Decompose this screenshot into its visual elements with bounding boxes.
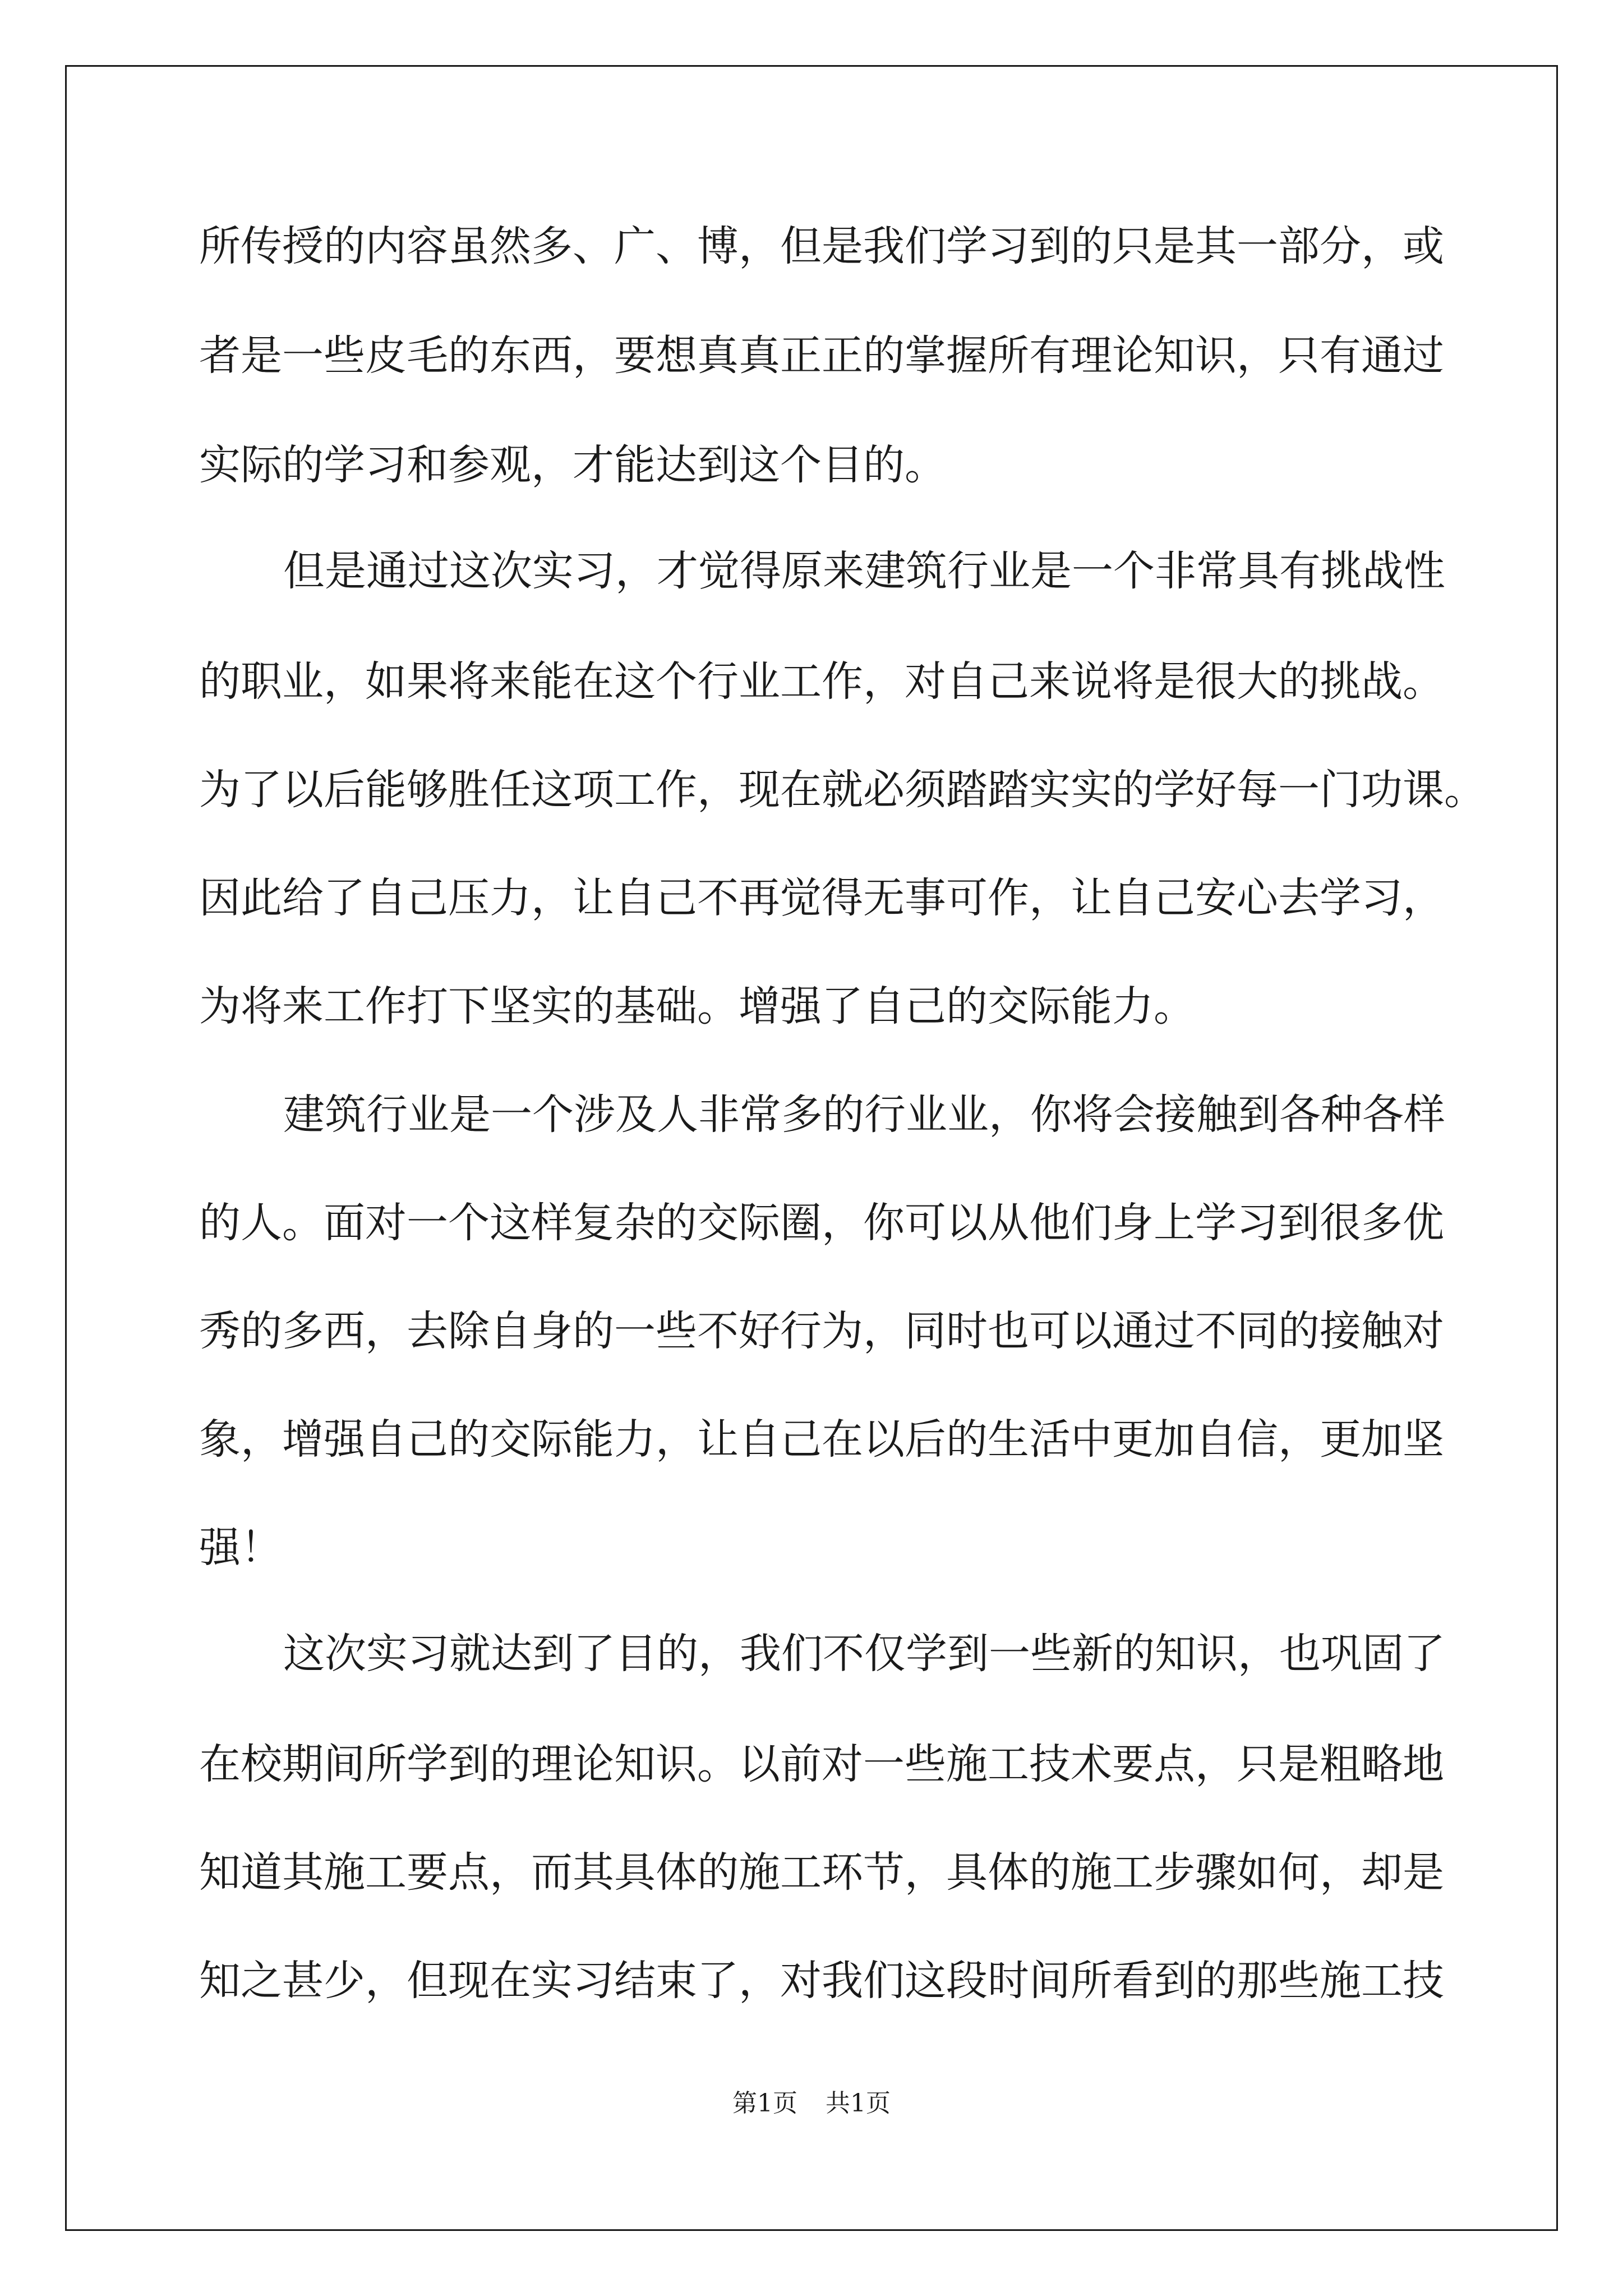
text-line: 在校期间所学到的理论知识。以前对一些施工技术要点，只是粗略地 bbox=[199, 1740, 1444, 1788]
page-total: 共1页 bbox=[826, 2089, 891, 2118]
paragraph-first-line: 但是通过这次实习，才觉得原来建筑行业是一个非常具有挑战性 bbox=[283, 547, 1445, 595]
paragraph-first-line: 建筑行业是一个涉及人非常多的行业业，你将会接触到各种各样 bbox=[283, 1091, 1445, 1139]
page-number: 第1页 bbox=[732, 2089, 797, 2118]
text-line: 秀的多西，去除自身的一些不好行为，同时也可以通过不同的接触对 bbox=[199, 1307, 1444, 1355]
text-line: 强！ bbox=[199, 1524, 282, 1572]
text-line: 的职业，如果将来能在这个行业工作，对自己来说将是很大的挑战。 bbox=[199, 657, 1444, 706]
text-line: 的人。面对一个这样复杂的交际圈，你可以从他们身上学习到很多优 bbox=[199, 1199, 1444, 1247]
text-line: 知道其施工要点，而其具体的施工环节，具体的施工步骤如何，却是 bbox=[199, 1848, 1444, 1897]
text-line: 知之甚少，但现在实习结束了，对我们这段时间所看到的那些施工技 bbox=[199, 1957, 1444, 2005]
text-line: 者是一些皮毛的东西，要想真真正正的掌握所有理论知识，只有通过 bbox=[199, 332, 1444, 380]
paragraph-first-line: 这次实习就达到了目的，我们不仅学到一些新的知识，也巩固了 bbox=[283, 1630, 1445, 1678]
page-footer bbox=[0, 2091, 1623, 2116]
text-line: 为将来工作打下坚实的基础。增强了自己的交际能力。 bbox=[199, 982, 1195, 1030]
text-line: 象，增强自己的交际能力，让自己在以后的生活中更加自信，更加坚 bbox=[199, 1415, 1444, 1464]
text-line: 实际的学习和参观，才能达到这个目的。 bbox=[199, 441, 946, 489]
page-border bbox=[65, 65, 1558, 2231]
text-line: 因此给了自己压力，让自己不再觉得无事可作，让自己安心去学习， bbox=[199, 874, 1444, 922]
text-line: 为了以后能够胜任这项工作，现在就必须踏踏实实的学好每一门功课。 bbox=[199, 766, 1486, 814]
text-line: 所传授的内容虽然多、广、博，但是我们学习到的只是其一部分，或 bbox=[199, 222, 1444, 270]
